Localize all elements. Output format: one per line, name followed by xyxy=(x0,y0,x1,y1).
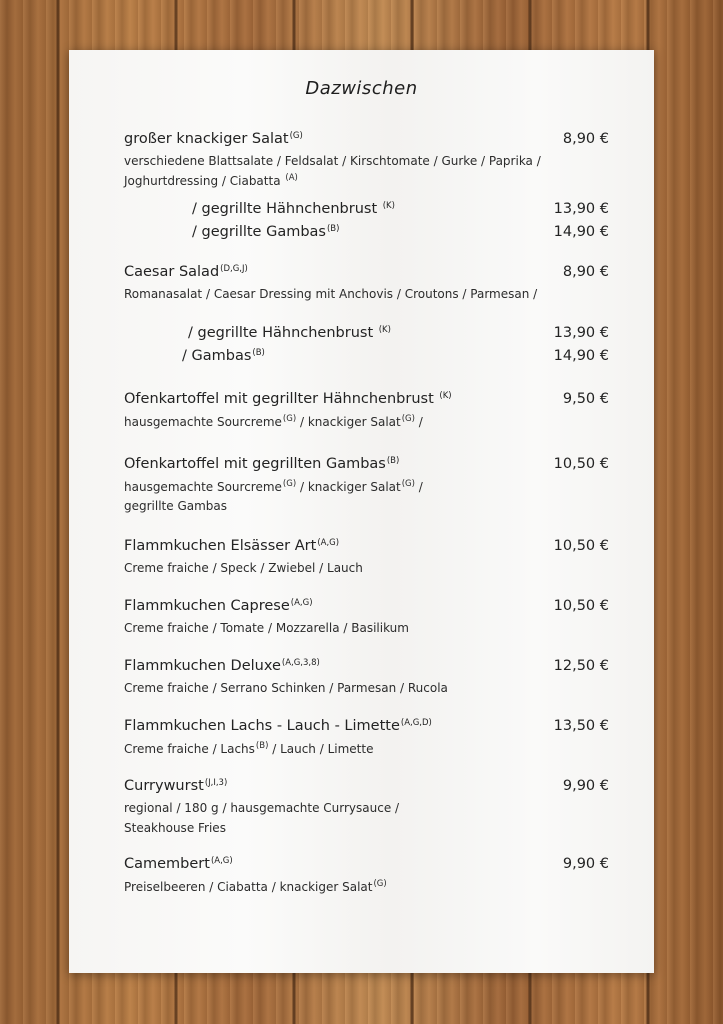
menu-card xyxy=(69,50,654,973)
item-price: 9,90 € xyxy=(562,856,609,872)
item-price: 10,50 € xyxy=(553,456,609,472)
item-description: gegrillte Gambas xyxy=(124,499,228,513)
item-name: großer knackiger Salat$^{(G)}$ xyxy=(124,131,303,147)
item-price: 13,90 € xyxy=(553,201,609,217)
item-description: hausgemachte Sourcreme$^{(G)}$ / knackiger Salat$^{(G)}$ / xyxy=(124,414,423,429)
item-price: 10,50 € xyxy=(553,598,609,614)
item-price: 8,90 € xyxy=(562,131,609,147)
menu-title: Dazwischen xyxy=(305,78,418,99)
item-description: Creme fraiche / Speck / Zwiebel / Lauch xyxy=(124,561,363,575)
item-description: regional / 180 g / hausgemachte Currysauce / xyxy=(124,801,400,815)
item-description: Joghurtdressing / Ciabatta $^{(A)}$ xyxy=(124,173,298,188)
item-name: Currywurst$^{(J,I,3)}$ xyxy=(124,778,228,794)
item-name: Flammkuchen Elsässer Art$^{(A,G)}$ xyxy=(124,538,340,554)
item-name: Ofenkartoffel mit gegrillten Gambas$^{(B)}$ xyxy=(124,456,400,472)
item-price: 9,90 € xyxy=(562,778,609,794)
item-price: 14,90 € xyxy=(553,348,609,364)
item-description: hausgemachte Sourcreme$^{(G)}$ / knackiger Salat$^{(G)}$ / xyxy=(124,479,423,494)
item-name: Ofenkartoffel mit gegrillter Hähnchenbrust $^{(K)}$ xyxy=(124,391,452,407)
item-name: Flammkuchen Caprese$^{(A,G)}$ xyxy=(124,598,313,614)
item-price: 9,50 € xyxy=(562,391,609,407)
item-description: Creme fraiche / Tomate / Mozzarella / Basilikum xyxy=(124,621,409,635)
item-name: Flammkuchen Lachs - Lauch - Limette$^{(A,G,D)}$ xyxy=(124,718,432,734)
item-name: / gegrillte Gambas$^{(B)}$ xyxy=(192,224,340,240)
item-name: Caesar Salad$^{(D,G,J)}$ xyxy=(124,264,248,280)
item-description: verschiedene Blattsalate / Feldsalat / Kirschtomate / Gurke / Paprika / xyxy=(124,154,541,168)
item-price: 13,50 € xyxy=(553,718,609,734)
item-name: / gegrillte Hähnchenbrust $^{(K)}$ xyxy=(192,201,395,217)
item-description: Steakhouse Fries xyxy=(124,821,226,835)
item-name: Camembert$^{(A,G)}$ xyxy=(124,856,233,872)
item-price: 14,90 € xyxy=(553,224,609,240)
item-description: Creme fraiche / Lachs$^{(B)}$ / Lauch / Limette xyxy=(124,741,374,756)
item-description: Creme fraiche / Serrano Schinken / Parmesan / Rucola xyxy=(124,681,448,695)
item-description: Preiselbeeren / Ciabatta / knackiger Salat$^{(G)}$ xyxy=(124,879,387,894)
item-price: 8,90 € xyxy=(562,264,609,280)
item-price: 13,90 € xyxy=(553,325,609,341)
item-price: 10,50 € xyxy=(553,538,609,554)
item-name: Flammkuchen Deluxe$^{(A,G,3,8)}$ xyxy=(124,658,320,674)
item-name: / Gambas$^{(B)}$ xyxy=(182,348,265,364)
item-description: Romanasalat / Caesar Dressing mit Anchovis / Croutons / Parmesan / xyxy=(124,287,538,301)
item-name: / gegrillte Hähnchenbrust $^{(K)}$ xyxy=(188,325,391,341)
item-price: 12,50 € xyxy=(553,658,609,674)
